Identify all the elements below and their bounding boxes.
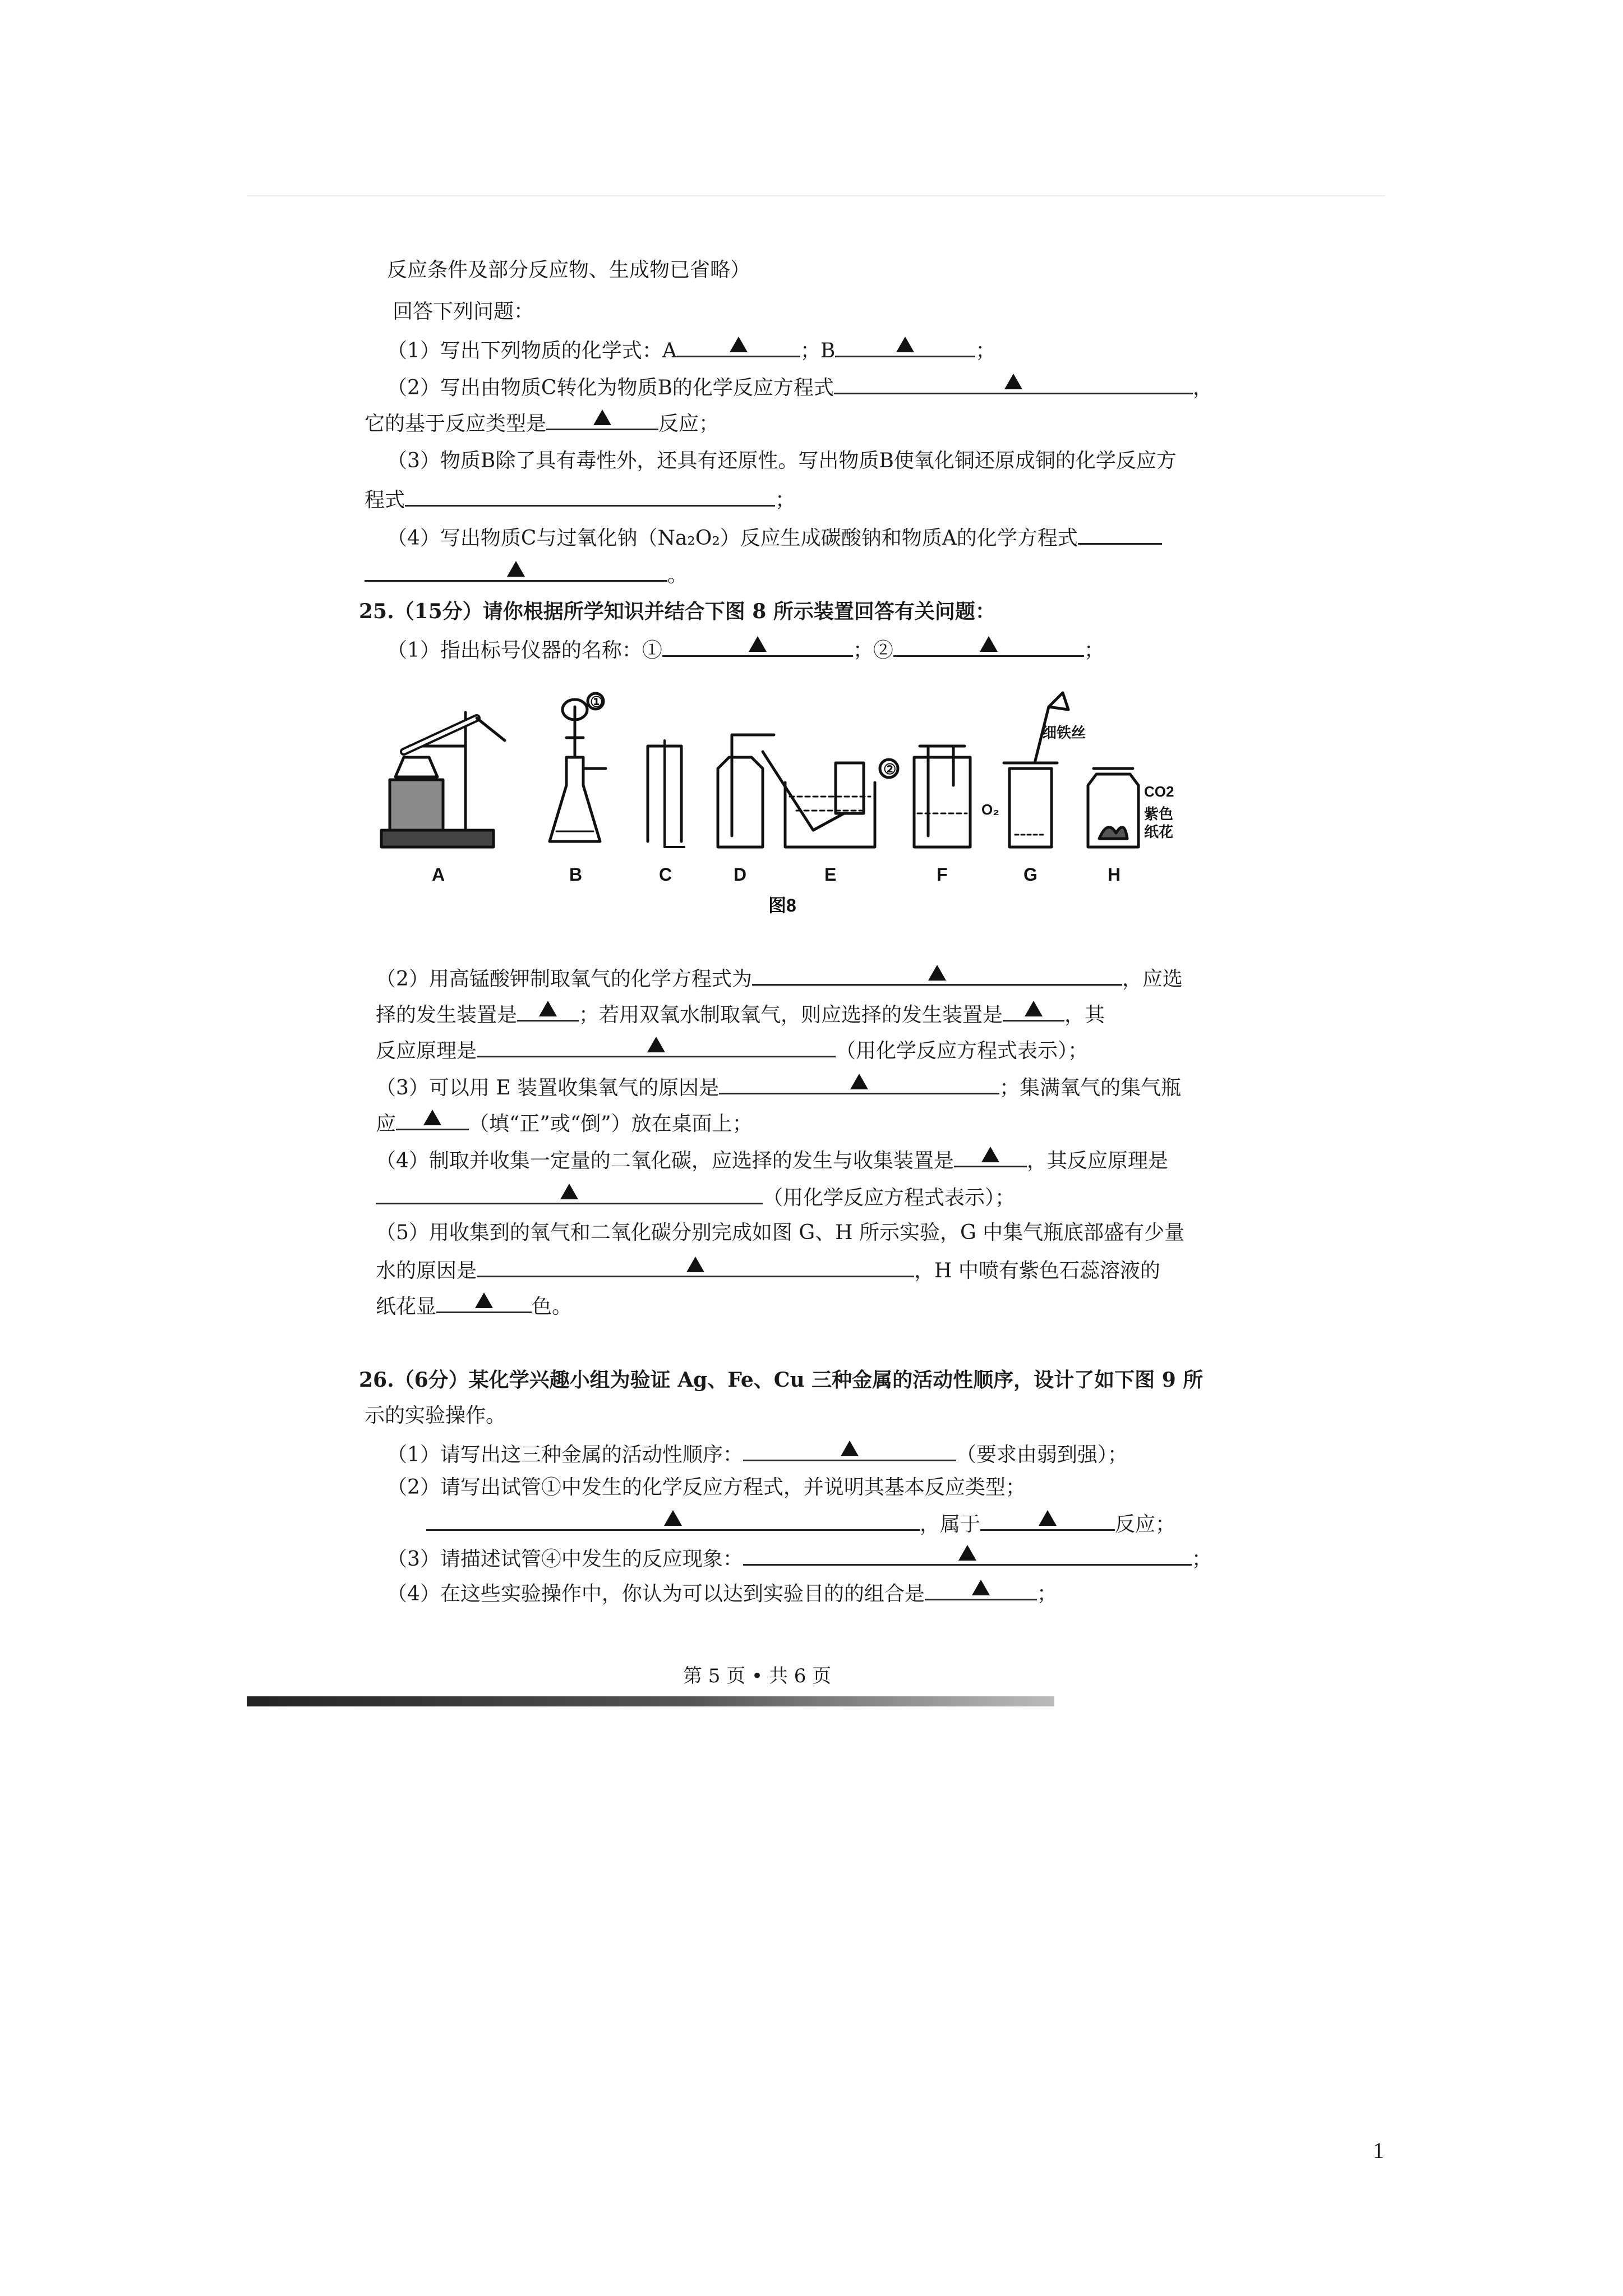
answer-blank[interactable] — [743, 1544, 1192, 1566]
q24-part4: （4）写出物质C与过氧化钠（Na₂O₂）反应生成碳酸钠和物质A的化学方程式 — [387, 523, 1162, 552]
figure-caption: 图8 — [768, 895, 796, 915]
label-h: H — [1108, 864, 1121, 885]
answer-marker-icon — [593, 409, 611, 425]
answer-marker-icon — [749, 636, 767, 652]
answer-marker-icon — [981, 1147, 999, 1162]
q25-part2-b: 择的发生装置是 ；若用双氧水制取氧气，则应选择的发生装置是 ，其 — [376, 1000, 1105, 1029]
q26-part2: （2）请写出试管①中发生的化学反应方程式，并说明其基本反应类型； — [387, 1476, 1026, 1499]
q24-intro-tail: 反应条件及部分反应物、生成物已省略） — [387, 259, 751, 282]
answer-marker-icon — [1039, 1510, 1057, 1526]
answer-marker-icon — [896, 337, 914, 352]
q25-part3-b: 应 （填“正”或“倒”）放在桌面上； — [376, 1108, 753, 1138]
scan-bottom-edge — [247, 1696, 1054, 1706]
q24-part1: （1）写出下列物质的化学式：A ；B ； — [387, 335, 995, 365]
answer-blank[interactable] — [719, 1073, 999, 1094]
q25-part5: （5）用收集到的氧气和二氧化碳分别完成如图 G、H 所示实验，G 中集气瓶底部盛有少量 — [376, 1221, 1185, 1244]
answer-marker-icon — [560, 1184, 578, 1199]
figure-8-apparatus — [336, 684, 1200, 926]
answer-blank[interactable] — [752, 964, 1122, 986]
q26-heading-cont: 示的实验操作。 — [365, 1404, 506, 1427]
apparatus-f — [914, 746, 970, 847]
q25-part2: （2）用高锰酸钾制取氧气的化学方程式为 ，应选 — [376, 964, 1183, 993]
answer-marker-icon — [928, 965, 946, 981]
label-circle-1: ① — [590, 693, 603, 710]
q25-part4: （4）制取并收集一定量的二氧化碳，应选择的发生与收集装置是 ，其反应原理是 — [376, 1145, 1168, 1175]
answer-marker-icon — [841, 1441, 859, 1456]
answer-blank[interactable] — [436, 1291, 532, 1313]
answer-marker-icon — [730, 337, 748, 352]
q25-part2-c: 反应原理是 （用化学反应方程式表示）； — [376, 1036, 1088, 1065]
q25-heading: 25.（15分）请你根据所学知识并结合下图 8 所示装置回答有关问题： — [359, 600, 995, 623]
answer-blank[interactable] — [677, 335, 800, 357]
answer-marker-icon — [423, 1110, 441, 1125]
q26-part1: （1）请写出这三种金属的活动性顺序： （要求由弱到强）； — [387, 1439, 1128, 1469]
answer-marker-icon — [507, 561, 525, 577]
page-footer: 第 5 页 • 共 6 页 — [683, 1665, 832, 1687]
label-e: E — [824, 864, 837, 885]
label-iron-wire: 细铁丝 — [1042, 724, 1086, 741]
answer-blank[interactable] — [376, 1182, 763, 1204]
answer-marker-icon — [664, 1510, 682, 1526]
label-d: D — [734, 864, 747, 885]
apparatus-b — [550, 693, 606, 841]
answer-blank[interactable] — [396, 1108, 469, 1130]
answer-blank[interactable] — [1003, 1000, 1064, 1022]
q26-part4: （4）在这些实验操作中，你认为可以达到实验目的的组合是 ； — [387, 1579, 1057, 1608]
apparatus-d — [718, 735, 774, 847]
answer-marker-icon — [1004, 374, 1022, 389]
answer-marker-icon — [980, 636, 998, 652]
apparatus-a — [381, 712, 505, 847]
label-b: B — [569, 864, 583, 885]
q24-part2: （2）写出由物质C转化为物质B的化学反应方程式 ， — [387, 372, 1213, 402]
q24-part4-answer: 。 — [365, 560, 688, 589]
label-co2: CO2 — [1144, 783, 1174, 800]
apparatus-g — [1004, 693, 1068, 847]
answer-marker-icon — [972, 1580, 990, 1595]
answer-blank[interactable] — [662, 635, 853, 657]
answer-blank[interactable] — [477, 1255, 914, 1277]
scan-top-edge — [247, 195, 1385, 196]
answer-marker-icon — [850, 1074, 868, 1089]
answer-blank[interactable] — [426, 1509, 920, 1531]
answer-blank[interactable] — [477, 1036, 836, 1057]
answer-blank[interactable] — [517, 1000, 579, 1022]
answer-marker-icon — [1025, 1001, 1043, 1016]
apparatus-e — [763, 752, 898, 847]
label-flower-2: 纸花 — [1144, 823, 1174, 840]
label-flower-1: 紫色 — [1144, 806, 1174, 822]
q25-part1: （1）指出标号仪器的名称：① ；② ； — [387, 635, 1104, 664]
answer-blank[interactable] — [743, 1439, 956, 1461]
apparatus-h — [1088, 769, 1138, 847]
label-o2: O₂ — [981, 801, 999, 818]
q24-part3-answer: 程式 ； — [365, 485, 795, 514]
q25-part4-b: （用化学反应方程式表示）； — [376, 1182, 1015, 1212]
q24-prompt: 回答下列问题： — [393, 300, 534, 323]
answer-marker-icon — [686, 1257, 704, 1272]
answer-blank[interactable] — [954, 1145, 1027, 1167]
q24-part2-type: 它的基于反应类型是 反应； — [365, 408, 719, 438]
answer-blank[interactable] — [405, 485, 775, 507]
answer-blank[interactable] — [893, 635, 1084, 657]
label-g: G — [1023, 864, 1038, 885]
answer-marker-icon — [647, 1037, 665, 1052]
label-a: A — [432, 864, 445, 885]
q26-heading: 26.（6分）某化学兴趣小组为验证 Ag、Fe、Cu 三种金属的活动性顺序，设计了如下图 9 所 — [359, 1368, 1204, 1392]
answer-blank[interactable] — [980, 1509, 1115, 1531]
answer-blank[interactable] — [546, 408, 658, 430]
q26-part3: （3）请描述试管④中发生的反应现象： ； — [387, 1544, 1212, 1573]
label-c: C — [659, 864, 672, 885]
label-f: F — [937, 864, 948, 885]
answer-blank[interactable] — [925, 1579, 1037, 1600]
q24-part3: （3）物质B除了具有毒性外，还具有还原性。写出物质B使氧化铜还原成铜的化学反应方 — [387, 449, 1177, 472]
q26-part2-b: ，属于 反应； — [426, 1509, 1175, 1538]
answer-marker-icon — [958, 1545, 976, 1561]
page-number: 1 — [1373, 2138, 1384, 2163]
answer-marker-icon — [539, 1001, 557, 1016]
answer-blank[interactable] — [365, 560, 667, 582]
answer-blank[interactable] — [835, 335, 975, 357]
q25-part5-b: 水的原因是 ，H 中喷有紫色石蕊溶液的 — [376, 1255, 1160, 1285]
apparatus-c — [648, 740, 684, 847]
answer-blank[interactable] — [1078, 523, 1162, 545]
answer-marker-icon — [475, 1292, 493, 1308]
q25-part3: （3）可以用 E 装置收集氧气的原因是 ；集满氧气的集气瓶 — [376, 1073, 1181, 1102]
q25-part5-c: 纸花显 色。 — [376, 1291, 572, 1320]
answer-blank[interactable] — [834, 372, 1193, 394]
label-circle-2: ② — [883, 761, 897, 777]
